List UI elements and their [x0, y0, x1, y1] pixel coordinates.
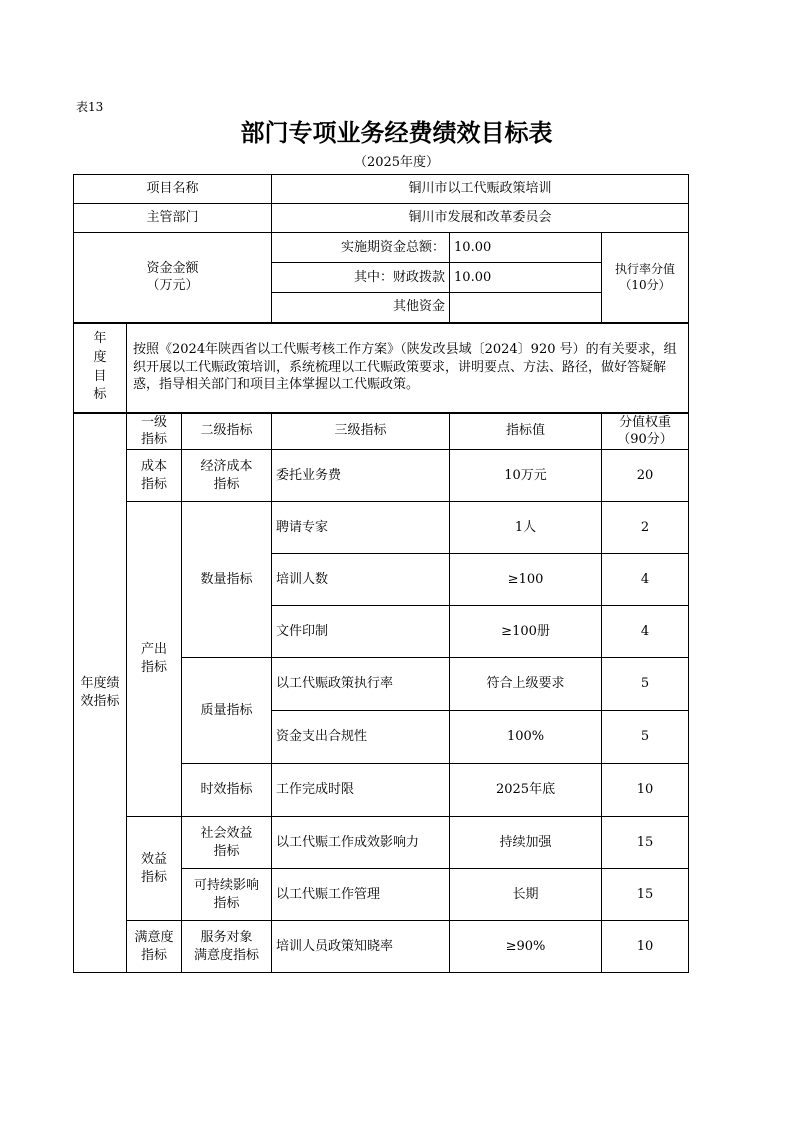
project-name-value: 铜川市以工代赈政策培训 — [272, 175, 689, 204]
weight-header-line1: 分值权重 — [619, 414, 672, 430]
level2-header: 二级指标 — [182, 413, 272, 450]
weight-cell: 10 — [602, 921, 689, 973]
annual-objective-text: 按照《2024年陕西省以工代赈考核工作方案》（陕发改县域〔2024〕920 号）的有关要求，组织开展以工代赈政策培训，系统梳理以工代赈政策要求，讲明要点、方法、路径，做好答疑解惑，指导相关部门和项目主体掌握以工代赈政策。 — [127, 323, 689, 413]
weight-header-line2: （90分） — [617, 432, 673, 448]
level3-header: 三级指标 — [272, 413, 450, 450]
cost-l2-line2: 指标 — [213, 476, 240, 492]
satisfaction-indicator-label — [127, 921, 182, 973]
indicators-label-line2: 效指标 — [80, 693, 120, 709]
level3-cell: 以工代赈政策执行率 — [272, 658, 450, 711]
objective-char-1: 年 — [93, 330, 107, 346]
weight-cell: 4 — [602, 606, 689, 658]
value-cell: 10万元 — [450, 450, 602, 502]
level3-cell: 委托业务费 — [272, 450, 450, 502]
department-value: 铜川市发展和改革委员会 — [272, 204, 689, 233]
satisfaction-l2-line1: 服务对象 — [200, 929, 253, 945]
objective-char-4: 标 — [93, 387, 107, 403]
level3-cell: 资金支出合规性 — [272, 711, 450, 764]
level3-cell: 工作完成时限 — [272, 764, 450, 817]
value-cell: 持续加强 — [450, 817, 602, 869]
funds-label — [74, 233, 272, 323]
execution-rate-score — [602, 233, 689, 323]
project-name-label: 项目名称 — [74, 175, 272, 204]
economic-cost-label — [182, 450, 272, 502]
level1-header-line1: 一级 — [140, 414, 167, 430]
value-header: 指标值 — [450, 413, 602, 450]
value-cell: 符合上级要求 — [450, 658, 602, 711]
indicators-label-line1: 年度绩 — [80, 676, 120, 692]
satisfaction-l1-line1: 满意度 — [134, 929, 174, 945]
value-cell: 2025年底 — [450, 764, 602, 817]
benefit-indicator-label — [127, 817, 182, 921]
annual-objective-label — [74, 323, 127, 413]
weight-header — [602, 413, 689, 450]
funds-finance-value: 10.00 — [450, 263, 602, 293]
value-cell: 1人 — [450, 502, 602, 554]
satisfaction-l2-line2: 满意度指标 — [194, 947, 260, 963]
rate-label-line1: 执行率分值 — [615, 262, 676, 277]
social-l2-line2: 指标 — [213, 843, 240, 859]
cost-l1-line1: 成本 — [140, 458, 167, 474]
funds-total-row — [74, 233, 689, 263]
value-cell: 长期 — [450, 869, 602, 921]
cost-l1-line2: 指标 — [140, 476, 167, 492]
annual-indicators-label — [74, 413, 127, 973]
funds-other-label: 其他资金 — [272, 293, 450, 323]
indicator-header-row — [74, 413, 689, 450]
performance-table — [73, 174, 689, 973]
weight-cell: 5 — [602, 658, 689, 711]
quality-indicator-label: 质量指标 — [182, 658, 272, 764]
funds-other-value — [450, 293, 602, 323]
benefit-l1-line1: 效益 — [140, 851, 167, 867]
table-row — [74, 502, 689, 554]
satisfaction-l1-line2: 指标 — [140, 947, 167, 963]
output-l1-line2: 指标 — [140, 660, 167, 675]
timeliness-indicator-label: 时效指标 — [182, 764, 272, 817]
level3-cell: 培训人员政策知晓率 — [272, 921, 450, 973]
service-satisfaction-label — [182, 921, 272, 973]
level3-cell: 以工代赈工作管理 — [272, 869, 450, 921]
rate-label-line2: （10分） — [619, 278, 671, 293]
level3-cell: 培训人数 — [272, 554, 450, 606]
social-l2-line1: 社会效益 — [200, 825, 253, 841]
value-cell: ≥90% — [450, 921, 602, 973]
objective-char-3: 目 — [93, 368, 107, 384]
output-l1-line1: 产出 — [140, 642, 167, 658]
funds-total-label: 实施期资金总额： — [272, 233, 450, 263]
level1-header — [127, 413, 182, 450]
value-cell: ≥100册 — [450, 606, 602, 658]
funds-finance-label: 其中：财政拨款 — [272, 263, 450, 293]
weight-cell: 20 — [602, 450, 689, 502]
department-label: 主管部门 — [74, 204, 272, 233]
level1-header-line2: 指标 — [140, 432, 167, 448]
level3-cell: 以工代赈工作成效影响力 — [272, 817, 450, 869]
year-label: （2025年度） — [353, 155, 440, 170]
level3-cell: 聘请专家 — [272, 502, 450, 554]
weight-cell: 15 — [602, 817, 689, 869]
weight-cell: 5 — [602, 711, 689, 764]
social-benefit-label — [182, 817, 272, 869]
cost-l2-line1: 经济成本 — [200, 458, 253, 474]
table-row — [74, 817, 689, 869]
quantity-indicator-label: 数量指标 — [182, 502, 272, 658]
sustainable-impact-label — [182, 869, 272, 921]
funds-total-value: 10.00 — [450, 233, 602, 263]
benefit-l1-line2: 指标 — [140, 869, 167, 885]
table-row — [74, 921, 689, 973]
project-name-row — [74, 175, 689, 204]
funds-label-line1: 资金金额 — [146, 260, 199, 276]
level3-cell: 文件印制 — [272, 606, 450, 658]
table-number: 表13 — [76, 100, 104, 114]
annual-objective-row — [74, 323, 689, 413]
sustain-l2-line1: 可持续影响 — [194, 877, 260, 893]
output-indicator-label — [127, 502, 182, 817]
table-row — [74, 450, 689, 502]
funds-label-line2: （万元） — [146, 278, 199, 294]
value-cell: 100% — [450, 711, 602, 764]
page-title: 部门专项业务经费绩效目标表 — [240, 119, 553, 147]
department-row — [74, 204, 689, 233]
value-cell: ≥100 — [450, 554, 602, 606]
objective-char-2: 度 — [93, 349, 107, 365]
weight-cell: 10 — [602, 764, 689, 817]
weight-cell: 15 — [602, 869, 689, 921]
sustain-l2-line2: 指标 — [213, 895, 240, 911]
weight-cell: 4 — [602, 554, 689, 606]
weight-cell: 2 — [602, 502, 689, 554]
cost-indicator-label — [127, 450, 182, 502]
